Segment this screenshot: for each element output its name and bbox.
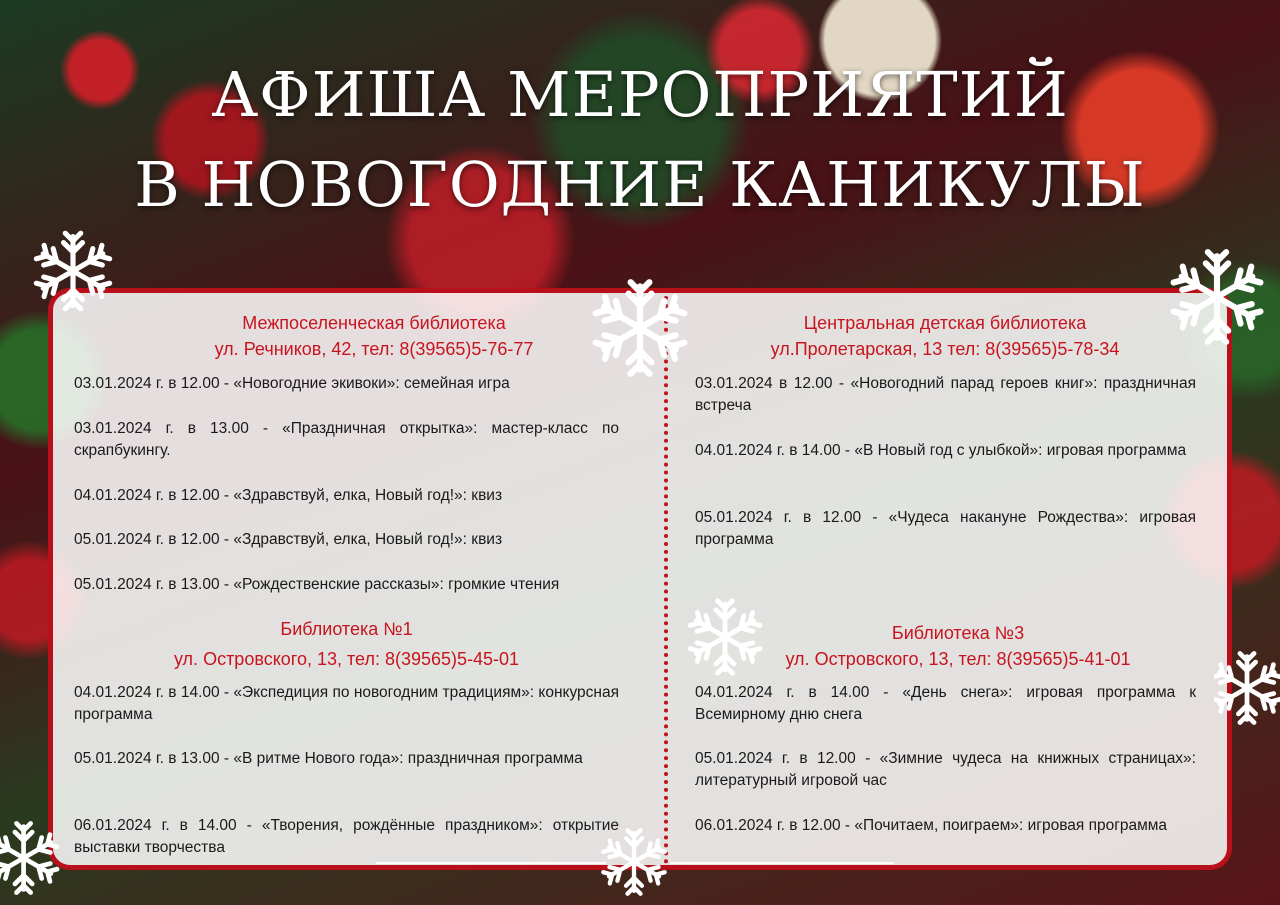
event-item: 06.01.2024 г. в 12.00 - «Почитаем, поиграем»: игровая программа	[695, 817, 1168, 834]
library-header-mezhposelencheskaya	[74, 310, 674, 362]
event-item: 05.01.2024 г. в 12.00 - «Чудеса накануне Рождества»: игровая программа	[695, 509, 1196, 548]
library-header-biblioteka1	[74, 616, 619, 672]
event-item: 05.01.2024 г. в 12.00 - «Зимние чудеса на книжных страницах»: литературный игровой час	[695, 750, 1196, 789]
snowflake-icon	[588, 276, 692, 380]
event-item: 03.01.2024 г. в 12.00 - «Новогодние экивоки»: семейная игра	[74, 375, 510, 392]
event-item: 05.01.2024 г. в 13.00 - «В ритме Нового года»: праздничная программа	[74, 750, 583, 767]
snowflake-icon	[598, 826, 670, 898]
library-header-detskaya	[715, 310, 1175, 362]
event-item: 05.01.2024 г. в 13.00 - «Рождественские рассказы»: громкие чтения	[74, 576, 560, 593]
poster-title-line2: В НОВОГОДНИЕ КАНИКУЛЫ	[134, 148, 1146, 221]
library-name: Библиотека №3	[891, 623, 1025, 643]
library-name: Библиотека №1	[280, 619, 413, 639]
decor-line-right	[670, 862, 894, 864]
decor-line-left	[376, 862, 606, 864]
event-item: 03.01.2024 г. в 13.00 - «Праздничная открытка»: мастер-класс по скрапбукингу.	[74, 420, 619, 459]
event-item: 04.01.2024 г. в 14.00 - «Экспедиция по новогодним традициям»: конкурсная программа	[74, 684, 619, 723]
snowflake-icon	[1166, 246, 1268, 348]
column-divider	[664, 296, 668, 864]
library-address: ул.Пролетарская, 13 тел: 8(39565)5-78-34	[770, 339, 1120, 359]
poster-title-line1: АФИША МЕРОПРИЯТИЙ	[211, 58, 1069, 131]
event-item: 04.01.2024 г. в 14.00 - «День снега»: игровая программа к Всемирному дню снега	[695, 684, 1196, 723]
library-address: ул. Островского, 13, тел: 8(39565)5-41-01	[785, 649, 1131, 669]
library-address: ул. Речников, 42, тел: 8(39565)5-76-77	[214, 339, 534, 359]
event-item: 06.01.2024 г. в 14.00 - «Творения, рождённые праздником»: открытие выставки творчества	[74, 817, 619, 856]
event-item: 03.01.2024 в 12.00 - «Новогодний парад героев книг»: праздничная встреча	[695, 375, 1196, 414]
library-header-biblioteka3	[715, 620, 1201, 672]
library-address: ул. Островского, 13, тел: 8(39565)5-45-01	[173, 649, 520, 669]
library-name: Межпоселенческая библиотека	[242, 313, 506, 333]
event-item: 05.01.2024 г. в 12.00 - «Здравствуй, елка, Новый год!»: квиз	[74, 531, 503, 548]
event-item: 04.01.2024 г. в 12.00 - «Здравствуй, елка, Новый год!»: квиз	[74, 487, 503, 504]
library-name: Центральная детская библиотека	[803, 313, 1087, 333]
snowflake-icon	[684, 596, 766, 678]
snowflake-icon	[0, 818, 66, 898]
snowflake-icon	[30, 228, 116, 314]
snowflake-icon	[1214, 648, 1280, 728]
event-item: 04.01.2024 г. в 14.00 - «В Новый год с улыбкой»: игровая программа	[695, 442, 1187, 459]
